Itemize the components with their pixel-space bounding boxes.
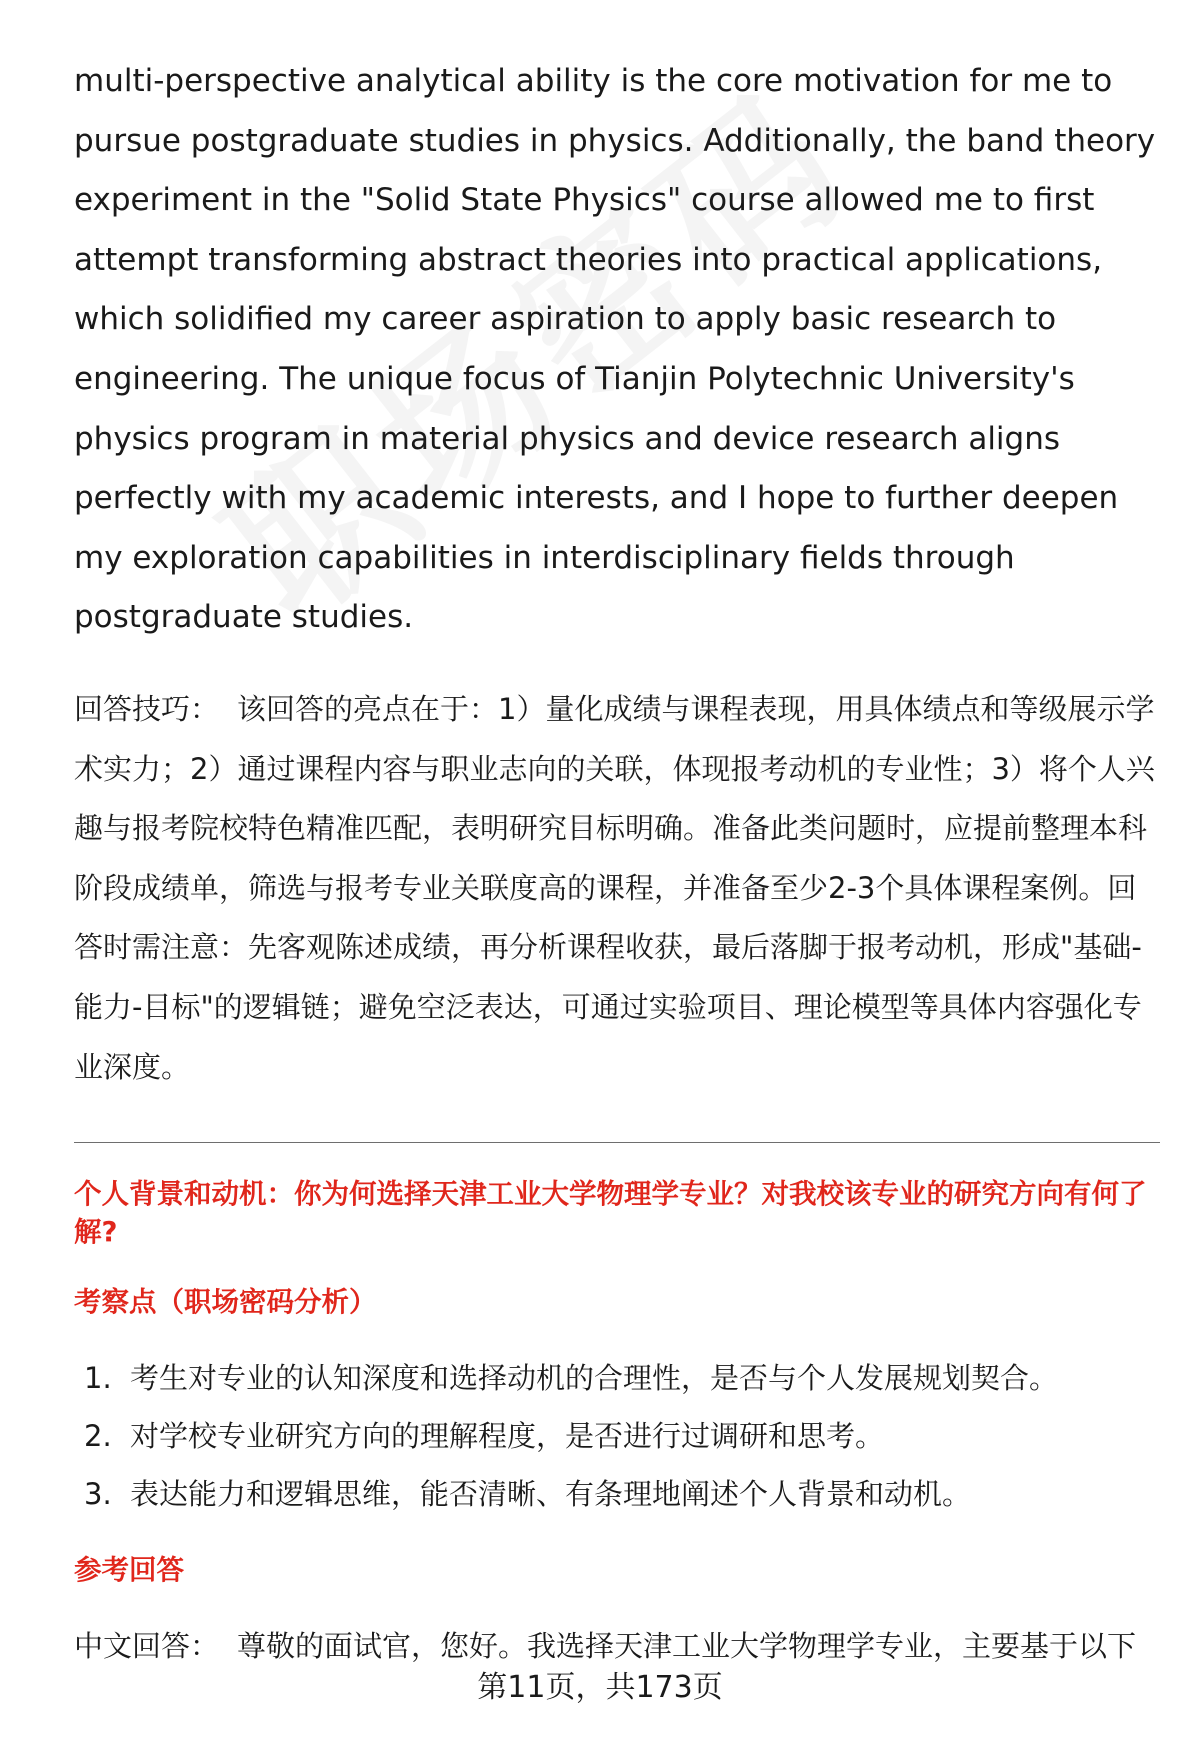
english-answer-paragraph: multi-perspective analytical ability is the core motivation for me to pursue postgraduate studies in physics. Additionally, the band theory experiment in the "Solid State Physics" course allowed me to first attempt transforming abstract theories into practical applications, which solidified my career aspiration to apply basic research to engineering. The unique focus of Tianjin Polytechnic University's physics program in material physics and device research aligns perfectly with my academic interests, and I hope to further deepen my exploration capabilities in interdisciplinary fields through postgraduate studies. [74,63,1156,636]
reference-answer-paragraph [74,1617,1160,1675]
question-heading: 个人背景和动机：你为何选择天津工业大学物理学专业？对我校该专业的研究方向有何了解? [74,1178,1147,1249]
answer-label: 中文回答： [74,1629,220,1664]
assessment-points-list [74,1349,1160,1523]
list-item [74,1349,1160,1407]
list-item-number: 3. [84,1477,112,1512]
list-item-text: 表达能力和逻辑思维，能否清晰、有条理地阐述个人背景和动机。 [130,1477,972,1512]
tips-label: 回答技巧： [74,691,220,726]
list-item [74,1465,1160,1523]
assessment-heading: 考察点（职场密码分析） [74,1286,377,1319]
page-number-footer: 第11页，共173页 [477,1670,723,1705]
answer-tips-paragraph [74,680,1160,1097]
tips-text: 该回答的亮点在于：1）量化成绩与课程表现，用具体绩点和等级展示学术实力；2）通过课程内容与职业志向的关联，体现报考动机的专业性；3）将个人兴趣与报考院校特色精准匹配，表明研究目标明确。准备此类问题时，应提前整理本科阶段成绩单，筛选与报考专业关联度高的课程，并准备至少2-3个具体课程案例。回答时需注意：先客观陈述成绩，再分析课程收获，最后落脚于报考动机，形成"基础-能力-目标"的逻辑链；避免空泛表达，可通过实验项目、理论模型等具体内容强化专业深度。 [74,691,1155,1084]
list-item-number: 1. [84,1361,112,1396]
list-item-text: 对学校专业研究方向的理解程度，是否进行过调研和思考。 [130,1419,885,1454]
list-item [74,1407,1160,1465]
answer-text: 尊敬的面试官，您好。我选择天津工业大学物理学专业，主要基于以下 [237,1629,1137,1664]
list-item-number: 2. [84,1419,112,1454]
list-item-text: 考生对专业的认知深度和选择动机的合理性，是否与个人发展规划契合。 [130,1361,1059,1396]
reference-answer-heading: 参考回答 [74,1554,184,1587]
page-content [74,52,1160,1675]
section-divider [74,1142,1160,1143]
